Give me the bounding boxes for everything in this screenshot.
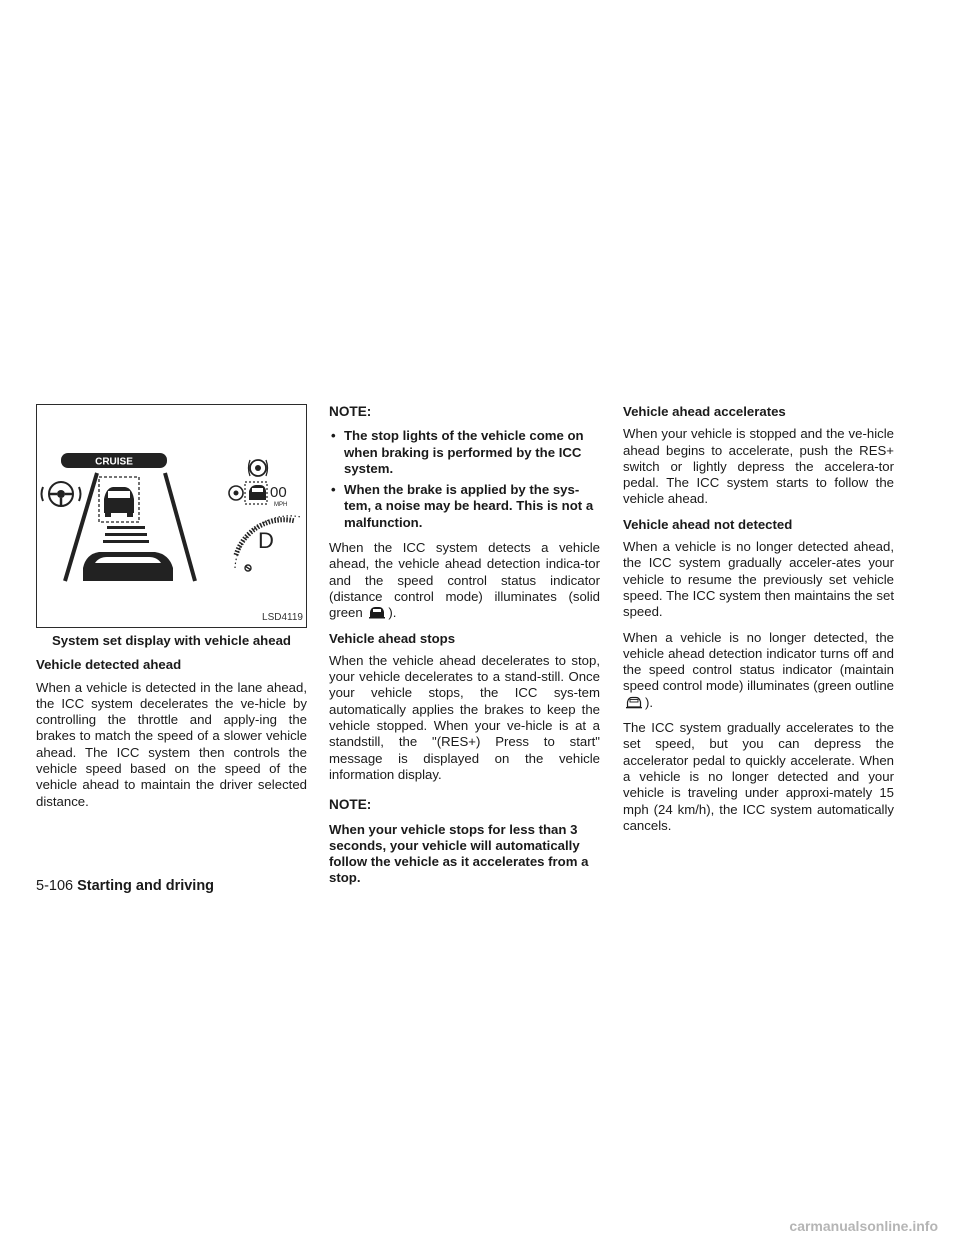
cluster-display-figure (36, 404, 307, 628)
distance-bars-icon (103, 526, 149, 543)
paragraph-vehicle-ahead-stops: When the vehicle ahead decelerates to stop, your vehicle decelerates to a stand-still. Once your vehicle stops, the ICC sys-tem automatically applies the brakes to keep the vehicle stopped. When your ve-hicle is at a standstill, the "(RES+) Press to start" message is displayed on the vehicle information display. (329, 652, 600, 782)
note-item: • The stop lights of the vehicle come on when braking is performed by the ICC system. (329, 428, 600, 477)
note-heading-2: NOTE: (329, 797, 372, 813)
section-title: Starting and driving (77, 878, 215, 894)
column-2 (329, 404, 600, 896)
vehicle-ahead-icon (104, 487, 134, 517)
paragraph-text: ). (645, 694, 654, 710)
note-list (329, 428, 600, 531)
paragraph-text: When a vehicle is no longer detected, the vehicle ahead detection indicator turns off and the speed control status indicator (maintain speed control mode) illuminates (green outline (623, 629, 894, 694)
figure-code: LSD4119 (262, 611, 303, 623)
eco-icon (245, 565, 251, 571)
speed-unit: MPH (274, 502, 288, 508)
paragraph-gradual-acceleration: The ICC system gradually accelerates to the set speed, but you can depress the accelerator pedal to quickly accelerate. When a vehicle is no longer detected and your vehicle is traveling under approxi-mately 15 mph (24 km/h), the ICC system automatically cancels. (623, 720, 894, 833)
watermark: carmanualsonline.info (789, 1218, 938, 1234)
speed-control-vehicle-icon (249, 485, 266, 500)
paragraph-vehicle-detected-ahead: When a vehicle is detected in the lane ahead, the ICC system decelerates the ve-hicle by controlling the throttle and apply-ing the brakes to match the speed of a slower vehicle ahead. The ICC system then controls the vehicle speed based on the speed of the vehicle ahead to maintain the driver selected distance. (36, 679, 307, 809)
own-vehicle-icon (83, 552, 173, 581)
paragraph-indicator-off (623, 630, 894, 711)
steering-status-icon (249, 460, 268, 476)
page-number: 5-106 (36, 878, 74, 894)
page-footer (36, 878, 214, 894)
note-heading: NOTE: (329, 404, 372, 419)
gear-indicator: D (258, 528, 274, 553)
note-item: • When the brake is applied by the sys-tem, a noise may be heard. This is not a malfunction. (329, 482, 600, 531)
outline-vehicle-icon (625, 695, 643, 709)
lane-assist-icon (229, 486, 243, 500)
note-stop-follow: When your vehicle stops for less than 3 seconds, your vehicle will automatically follow the vehicle as it accelerates from a stop. (329, 821, 589, 886)
set-speed-value: 00 (270, 484, 287, 501)
paragraph-resume-speed: When a vehicle is no longer detected ahead, the ICC system gradually acceler-ates your vehicle to resume the previously set vehicle speed. The ICC system then maintains the set speed. (623, 539, 894, 620)
paragraph-detection-indicator (329, 540, 600, 621)
paragraph-text: ). (388, 605, 397, 621)
heading-vehicle-detected-ahead: Vehicle detected ahead (36, 657, 182, 673)
column-1 (36, 404, 307, 819)
heading-vehicle-ahead-stops: Vehicle ahead stops (329, 630, 456, 646)
figure-caption: System set display with vehicle ahead (52, 633, 291, 648)
column-3 (623, 404, 894, 843)
heading-vehicle-ahead-accelerates: Vehicle ahead accelerates (623, 404, 786, 419)
cruise-label: CRUISE (95, 456, 133, 468)
steering-assist-icon (42, 482, 81, 506)
cluster-illustration (37, 405, 305, 626)
solid-vehicle-icon (368, 605, 386, 619)
heading-vehicle-ahead-not-detected: Vehicle ahead not detected (623, 516, 793, 532)
paragraph-text: When the ICC system detects a vehicle ahead, the vehicle ahead detection indica-tor and the speed control status indicator (distance control mode) illuminates (solid green (329, 540, 600, 621)
paragraph-vehicle-ahead-accelerates: When your vehicle is stopped and the ve-hicle ahead begins to accelerate, push the RES+ switch or lightly depress the accelera-tor pedal. The ICC system starts to follow the vehicle ahead. (623, 426, 894, 507)
